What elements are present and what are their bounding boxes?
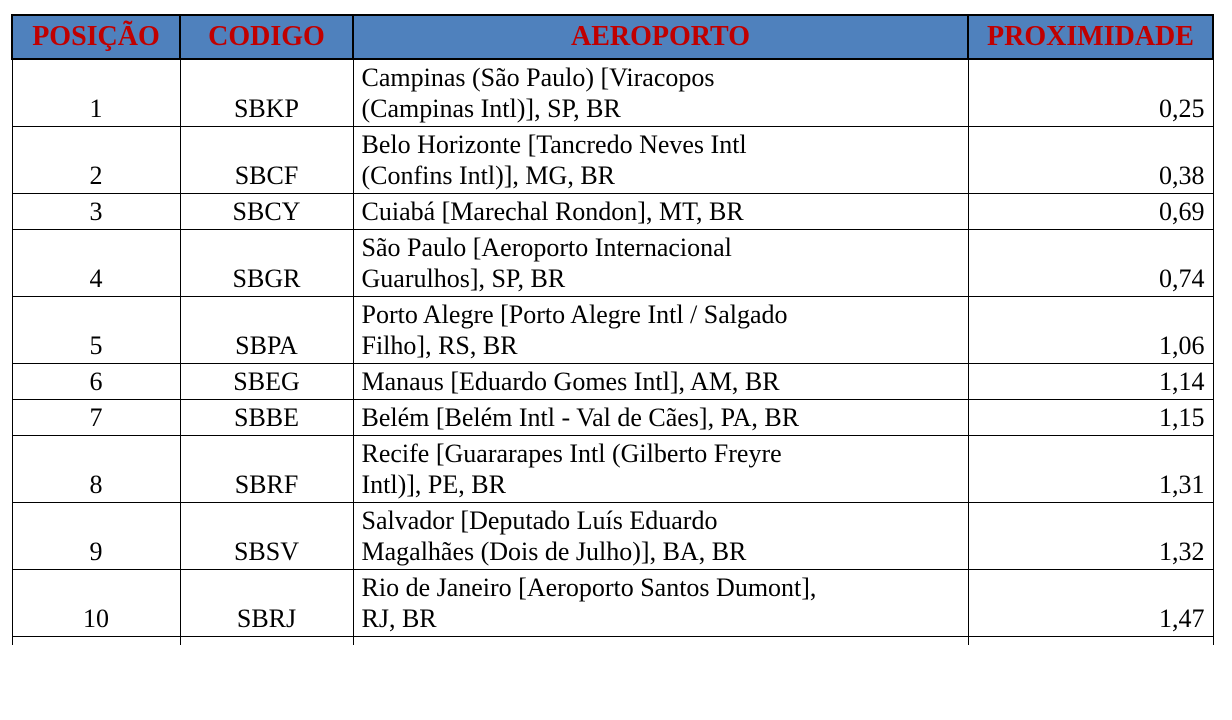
airport-line-1: São Paulo [Aeroporto Internacional <box>361 233 732 262</box>
cell-codigo: SBEG <box>180 364 353 400</box>
empty-cell <box>180 637 353 646</box>
empty-cell <box>968 637 1213 646</box>
cell-aeroporto <box>353 230 968 297</box>
table-row <box>12 400 1213 436</box>
cell-posicao: 7 <box>12 400 180 436</box>
table-row-continuation <box>12 637 1213 646</box>
cell-proximidade: 0,38 <box>968 127 1213 194</box>
airport-line-1: Manaus [Eduardo Gomes Intl], AM, BR <box>361 367 780 396</box>
cell-aeroporto <box>353 400 968 436</box>
table-row <box>12 364 1213 400</box>
cell-aeroporto <box>353 127 968 194</box>
table-row <box>12 194 1213 230</box>
cell-codigo: SBRF <box>180 436 353 503</box>
header-proximidade: PROXIMIDADE <box>968 15 1213 59</box>
cell-proximidade: 0,74 <box>968 230 1213 297</box>
cell-aeroporto <box>353 297 968 364</box>
airport-line-2: RJ, BR <box>361 604 437 633</box>
cell-aeroporto <box>353 194 968 230</box>
cell-aeroporto <box>353 570 968 637</box>
airport-line-2: (Campinas Intl)], SP, BR <box>361 94 621 123</box>
cell-posicao: 3 <box>12 194 180 230</box>
cell-posicao: 6 <box>12 364 180 400</box>
cell-posicao: 5 <box>12 297 180 364</box>
table-row <box>12 436 1213 503</box>
cell-proximidade: 0,25 <box>968 59 1213 127</box>
airport-line-2: Intl)], PE, BR <box>361 470 506 499</box>
cell-posicao: 4 <box>12 230 180 297</box>
cell-proximidade: 1,32 <box>968 503 1213 570</box>
cell-posicao: 10 <box>12 570 180 637</box>
empty-cell <box>12 637 180 646</box>
airport-line-1: Belém [Belém Intl - Val de Cães], PA, BR <box>361 403 800 432</box>
table-header <box>12 15 1213 59</box>
cell-proximidade: 1,31 <box>968 436 1213 503</box>
header-codigo: CODIGO <box>180 15 353 59</box>
cell-proximidade: 1,15 <box>968 400 1213 436</box>
airport-line-1: Cuiabá [Marechal Rondon], MT, BR <box>361 197 744 226</box>
cell-codigo: SBBE <box>180 400 353 436</box>
cell-proximidade: 0,69 <box>968 194 1213 230</box>
cell-posicao: 1 <box>12 59 180 127</box>
cell-proximidade: 1,06 <box>968 297 1213 364</box>
cell-posicao: 9 <box>12 503 180 570</box>
cell-posicao: 8 <box>12 436 180 503</box>
table-row <box>12 230 1213 297</box>
airport-line-1: Porto Alegre [Porto Alegre Intl / Salgado <box>361 300 788 329</box>
airport-line-1: Campinas (São Paulo) [Viracopos <box>361 63 715 92</box>
header-row <box>12 15 1213 59</box>
cell-codigo: SBSV <box>180 503 353 570</box>
cell-aeroporto <box>353 436 968 503</box>
table-body <box>12 59 1213 645</box>
table-row <box>12 570 1213 637</box>
cell-proximidade: 1,14 <box>968 364 1213 400</box>
airport-line-2: Guarulhos], SP, BR <box>361 264 566 293</box>
header-posicao: POSIÇÃO <box>12 15 180 59</box>
cell-codigo: SBKP <box>180 59 353 127</box>
cell-proximidade: 1,47 <box>968 570 1213 637</box>
table-row <box>12 127 1213 194</box>
airport-line-1: Rio de Janeiro [Aeroporto Santos Dumont], <box>361 573 817 602</box>
table-row <box>12 59 1213 127</box>
cell-posicao: 2 <box>12 127 180 194</box>
airport-line-2: Filho], RS, BR <box>361 331 518 360</box>
cell-codigo: SBCF <box>180 127 353 194</box>
empty-cell <box>353 637 968 646</box>
header-aeroporto: AEROPORTO <box>353 15 968 59</box>
cell-aeroporto <box>353 59 968 127</box>
airport-line-1: Belo Horizonte [Tancredo Neves Intl <box>361 130 747 159</box>
cell-codigo: SBGR <box>180 230 353 297</box>
airport-line-2: Magalhães (Dois de Julho)], BA, BR <box>361 537 747 566</box>
cell-codigo: SBCY <box>180 194 353 230</box>
table-row <box>12 503 1213 570</box>
airport-table <box>11 14 1214 645</box>
airport-line-1: Salvador [Deputado Luís Eduardo <box>361 506 718 535</box>
airport-line-2: (Confins Intl)], MG, BR <box>361 161 615 190</box>
cell-aeroporto <box>353 503 968 570</box>
cell-codigo: SBPA <box>180 297 353 364</box>
airport-line-1: Recife [Guararapes Intl (Gilberto Freyre <box>361 439 782 468</box>
cell-aeroporto <box>353 364 968 400</box>
table-row <box>12 297 1213 364</box>
cell-codigo: SBRJ <box>180 570 353 637</box>
